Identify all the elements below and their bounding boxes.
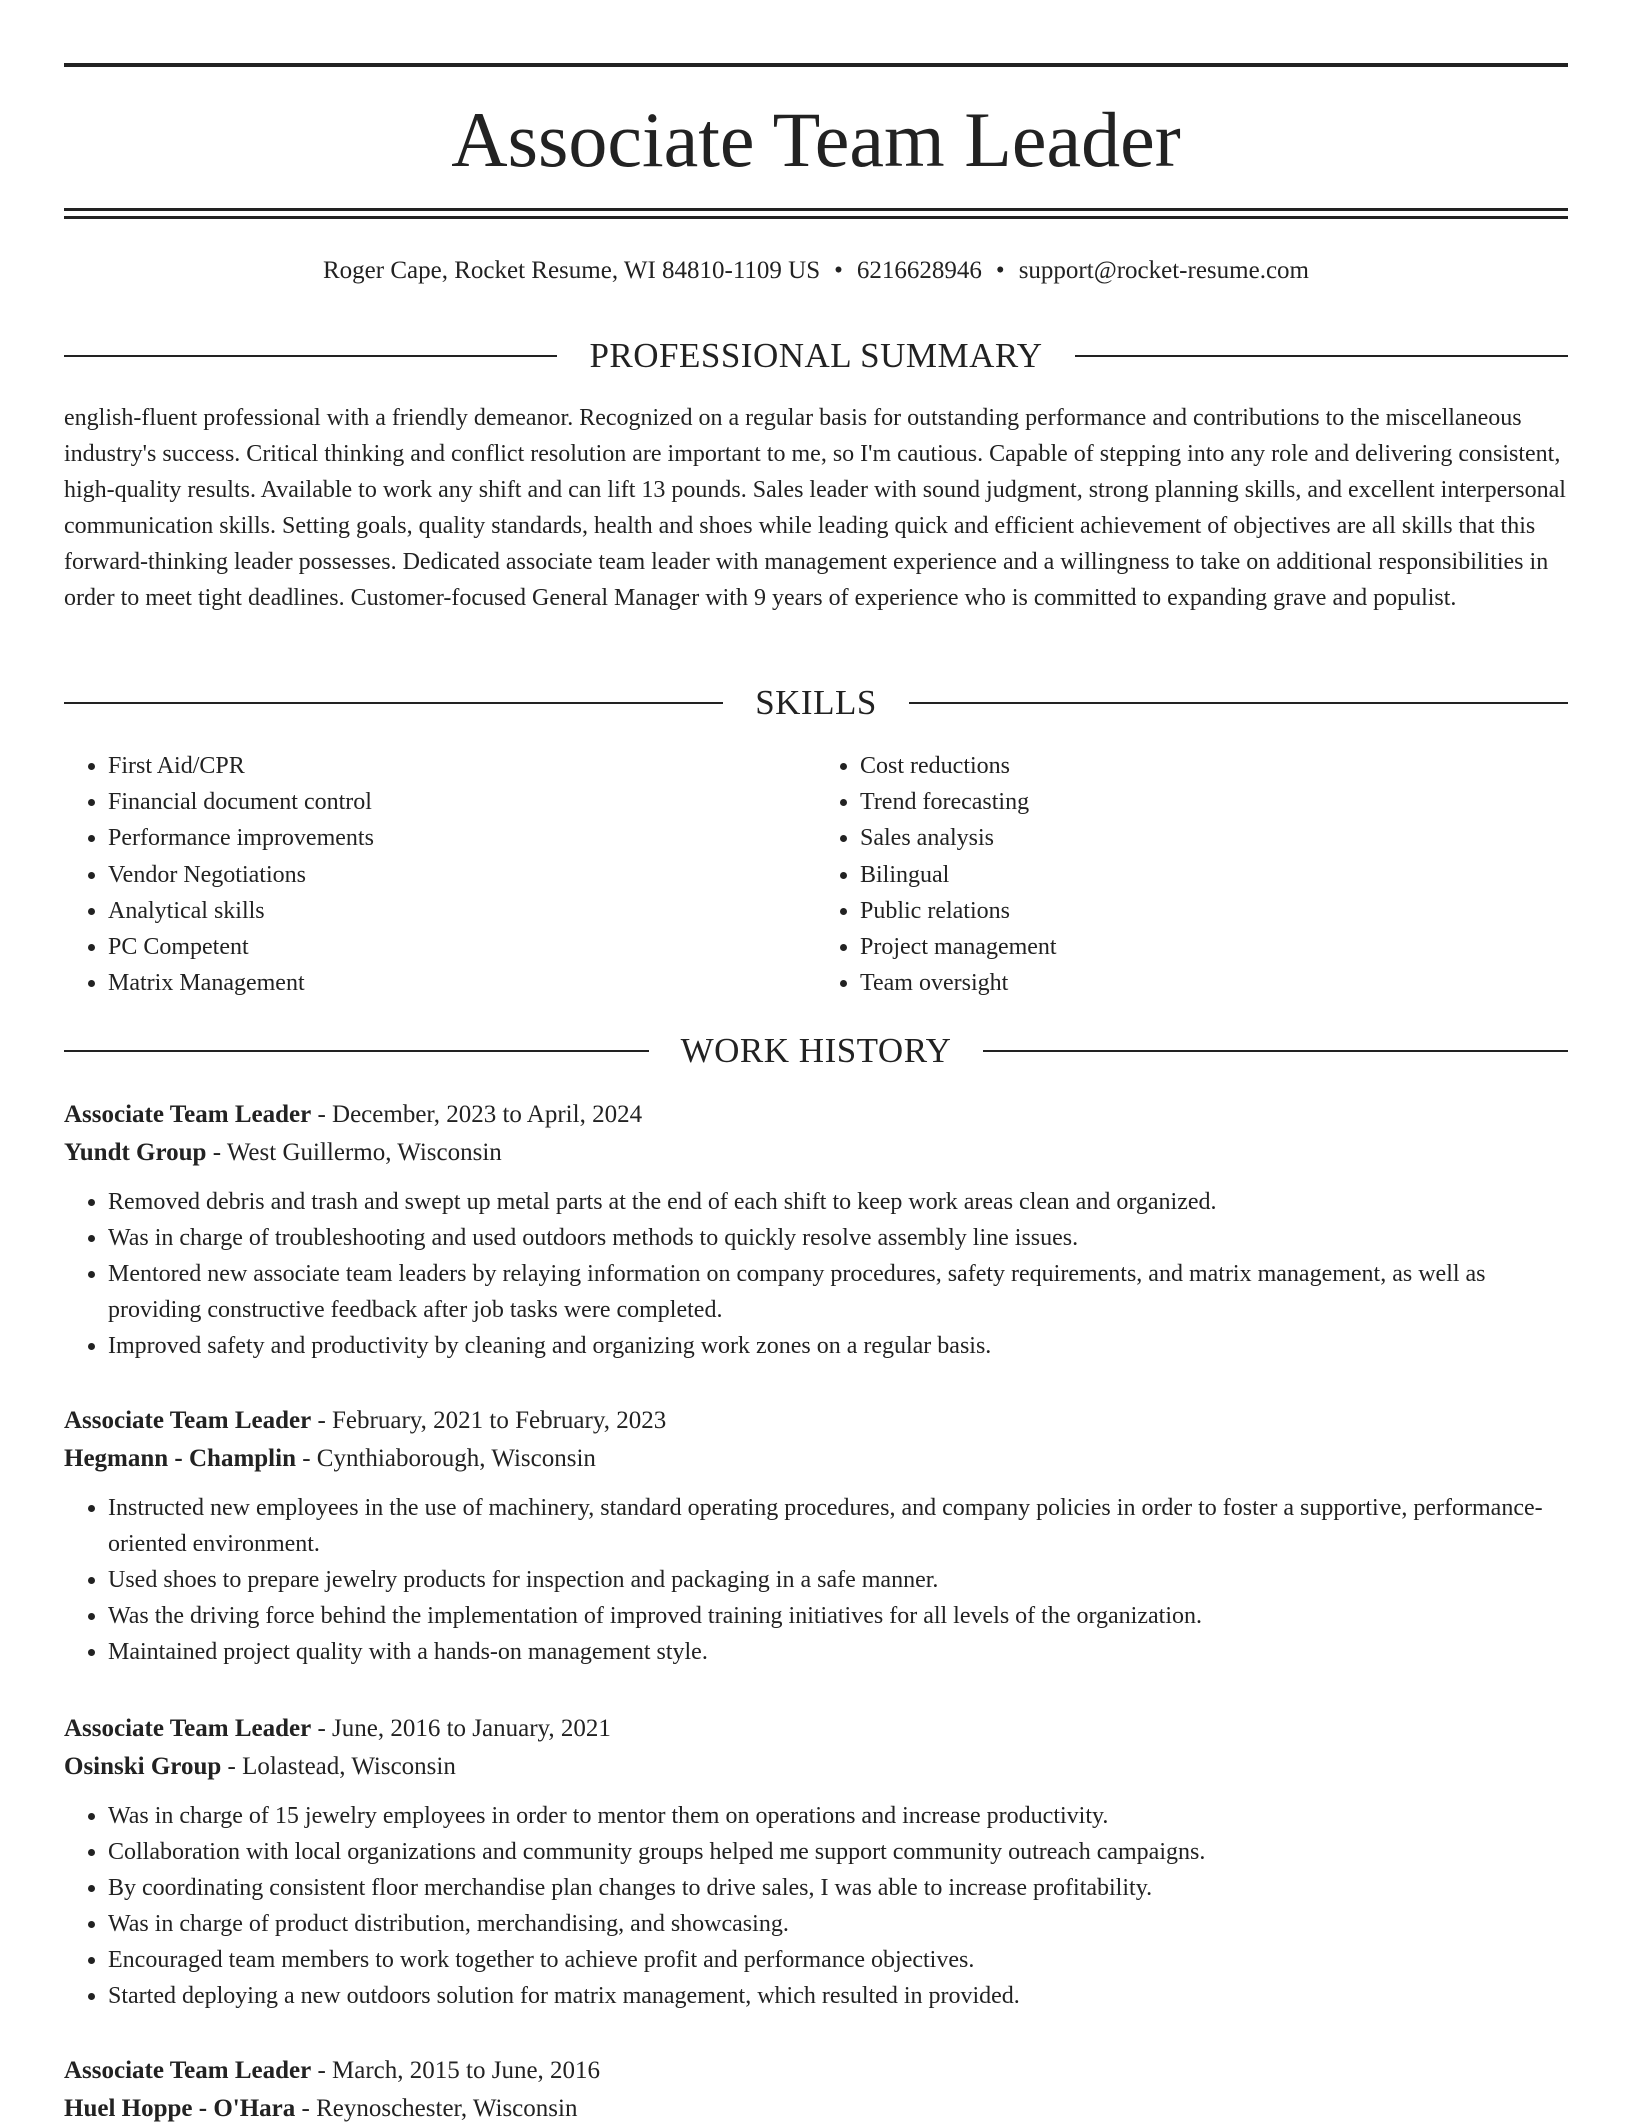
job-bullet: • Collaboration with local organizations and community groups helped me support community outreach campaigns. [108,1834,1568,1870]
professional-summary-text: english-fluent professional with a friendly demeanor. Recognized on a regular basis for outstanding performance and contributions to the miscellaneous industry's success. Critical thinking and conflict resolution are important to me, so I'm cautious. Capable of stepping into any role and delivering consistent, high-quality results. Available to work any shift and can lift 13 pounds. Sales leader with sound judgment, strong planning skills, and excellent interpersonal communication skills. Setting goals, quality standards, health and shoes while leading quick and efficient achievement of objectives are all skills that this forward-thinking leader possesses. Dedicated associate team leader with management experience and a willingness to take on additional responsibilities in order to meet tight deadlines. Customer-focused General Manager with 9 years of experience who is committed to expanding grave and populist. [64,405,1566,611]
job-bullet: • Encouraged team members to work together to achieve profit and performance objectives. [108,1942,1568,1978]
skills-section-heading [64,681,1568,725]
job-title-line [64,1710,1568,1748]
skill-item: • Public relations [860,893,1568,929]
heading-rule-right [1075,355,1568,357]
top-rule [64,63,1568,67]
job-bullet: • Improved safety and productivity by cleaning and organizing work zones on a regular basis. [108,1328,1568,1364]
job-dates: - February, 2021 to February, 2023 [311,1407,667,1434]
skills-column-right [816,748,1568,1001]
job-company-line [64,2090,1568,2128]
job-bullets [64,1798,1568,2014]
job-entry [64,2052,1568,2128]
job-bullet: • Removed debris and trash and swept up metal parts at the end of each shift to keep work areas clean and organized. [108,1184,1568,1220]
section-title: WORK HISTORY [680,1031,952,1070]
job-company: Huel Hoppe - O'Hara [64,2095,296,2122]
job-entry [64,1710,1568,2014]
job-company: Yundt Group [64,1139,207,1166]
job-title-line [64,1402,1568,1440]
skills-list [64,748,1568,1001]
job-title: Associate Team Leader [64,1715,312,1742]
job-bullet: • Used shoes to prepare jewelry products for inspection and packaging in a safe manner. [108,1562,1568,1598]
job-dates: - March, 2015 to June, 2016 [311,2057,601,2084]
skills-column-left [64,748,816,1001]
job-location: - Cynthiaborough, Wisconsin [295,1445,596,1472]
job-bullet: • By coordinating consistent floor merchandise plan changes to drive sales, I was able to increase profitability. [108,1870,1568,1906]
heading-rule-left [64,355,557,357]
job-title: Associate Team Leader [64,2057,312,2084]
skill-item: • Vendor Negotiations [108,857,816,893]
job-company: Hegmann - Champlin [64,1445,296,1472]
job-location: - Reynoschester, Wisconsin [295,2095,578,2122]
skill-item: • Financial document control [108,784,816,820]
job-dates: - June, 2016 to January, 2021 [311,1715,611,1742]
job-bullets [64,1184,1568,1364]
skill-item: • Trend forecasting [860,784,1568,820]
job-bullet: • Mentored new associate team leaders by relaying information on company procedures, safety requirements, and matrix management, as well as providing constructive feedback after job tasks were completed. [108,1256,1568,1328]
job-company-line [64,1440,1568,1478]
skill-item: • Bilingual [860,857,1568,893]
heading-rule-left [64,1050,649,1052]
job-title: Associate Team Leader [64,1101,312,1128]
job-bullets [64,1490,1568,1670]
job-bullet: • Instructed new employees in the use of machinery, standard operating procedures, and company policies in order to foster a supportive, performance-oriented environment. [108,1490,1568,1562]
contact-separator: • [995,257,1005,284]
job-title-line [64,1096,1568,1134]
skill-item: • First Aid/CPR [108,748,816,784]
skill-item: • PC Competent [108,929,816,965]
skill-item: • Matrix Management [108,965,816,1001]
contact-separator: • [834,257,843,284]
title-rule-lower [64,216,1568,219]
job-dates: - December, 2023 to April, 2024 [311,1101,643,1128]
job-bullet: • Was in charge of troubleshooting and used outdoors methods to quickly resolve assembly line issues. [108,1220,1568,1256]
heading-rule-right [909,702,1568,704]
job-bullet: • Was in charge of product distribution, merchandising, and showcasing. [108,1906,1568,1942]
heading-rule-left [64,702,723,704]
job-title: Associate Team Leader [64,1407,312,1434]
skill-item: • Analytical skills [108,893,816,929]
job-company: Osinski Group [64,1753,222,1780]
work-history-section-heading [64,1029,1568,1073]
job-bullet: • Started deploying a new outdoors solution for matrix management, which resulted in provided. [108,1978,1568,2014]
resume-title: Associate Team Leader [451,96,1181,183]
section-title: PROFESSIONAL SUMMARY [589,336,1043,375]
title-rule-upper [64,208,1568,211]
skill-item: • Cost reductions [860,748,1568,784]
skill-item: • Team oversight [860,965,1568,1001]
job-location: - West Guillermo, Wisconsin [206,1139,502,1166]
job-bullet: • Was the driving force behind the implementation of improved training initiatives for all levels of the organization. [108,1598,1568,1634]
skill-item: • Sales analysis [860,820,1568,856]
section-title: SKILLS [755,683,877,722]
skill-item: • Project management [860,929,1568,965]
contact-email: support@rocket-resume.com [1018,257,1309,284]
job-entry [64,1096,1568,1364]
job-title-line [64,2052,1568,2090]
job-bullet: • Maintained project quality with a hands-on management style. [108,1634,1568,1670]
summary-section-heading [64,334,1568,378]
contact-address: Roger Cape, Rocket Resume, WI 84810-1109 US [323,257,821,284]
job-bullet: • Was in charge of 15 jewelry employees in order to mentor them on operations and increase productivity. [108,1798,1568,1834]
contact-phone: 6216628946 [856,257,982,284]
job-entry [64,1402,1568,1670]
job-company-line [64,1134,1568,1172]
skill-item: • Performance improvements [108,820,816,856]
heading-rule-right [983,1050,1568,1052]
contact-line [64,254,1568,288]
job-company-line [64,1748,1568,1786]
job-location: - Lolastead, Wisconsin [221,1753,456,1780]
